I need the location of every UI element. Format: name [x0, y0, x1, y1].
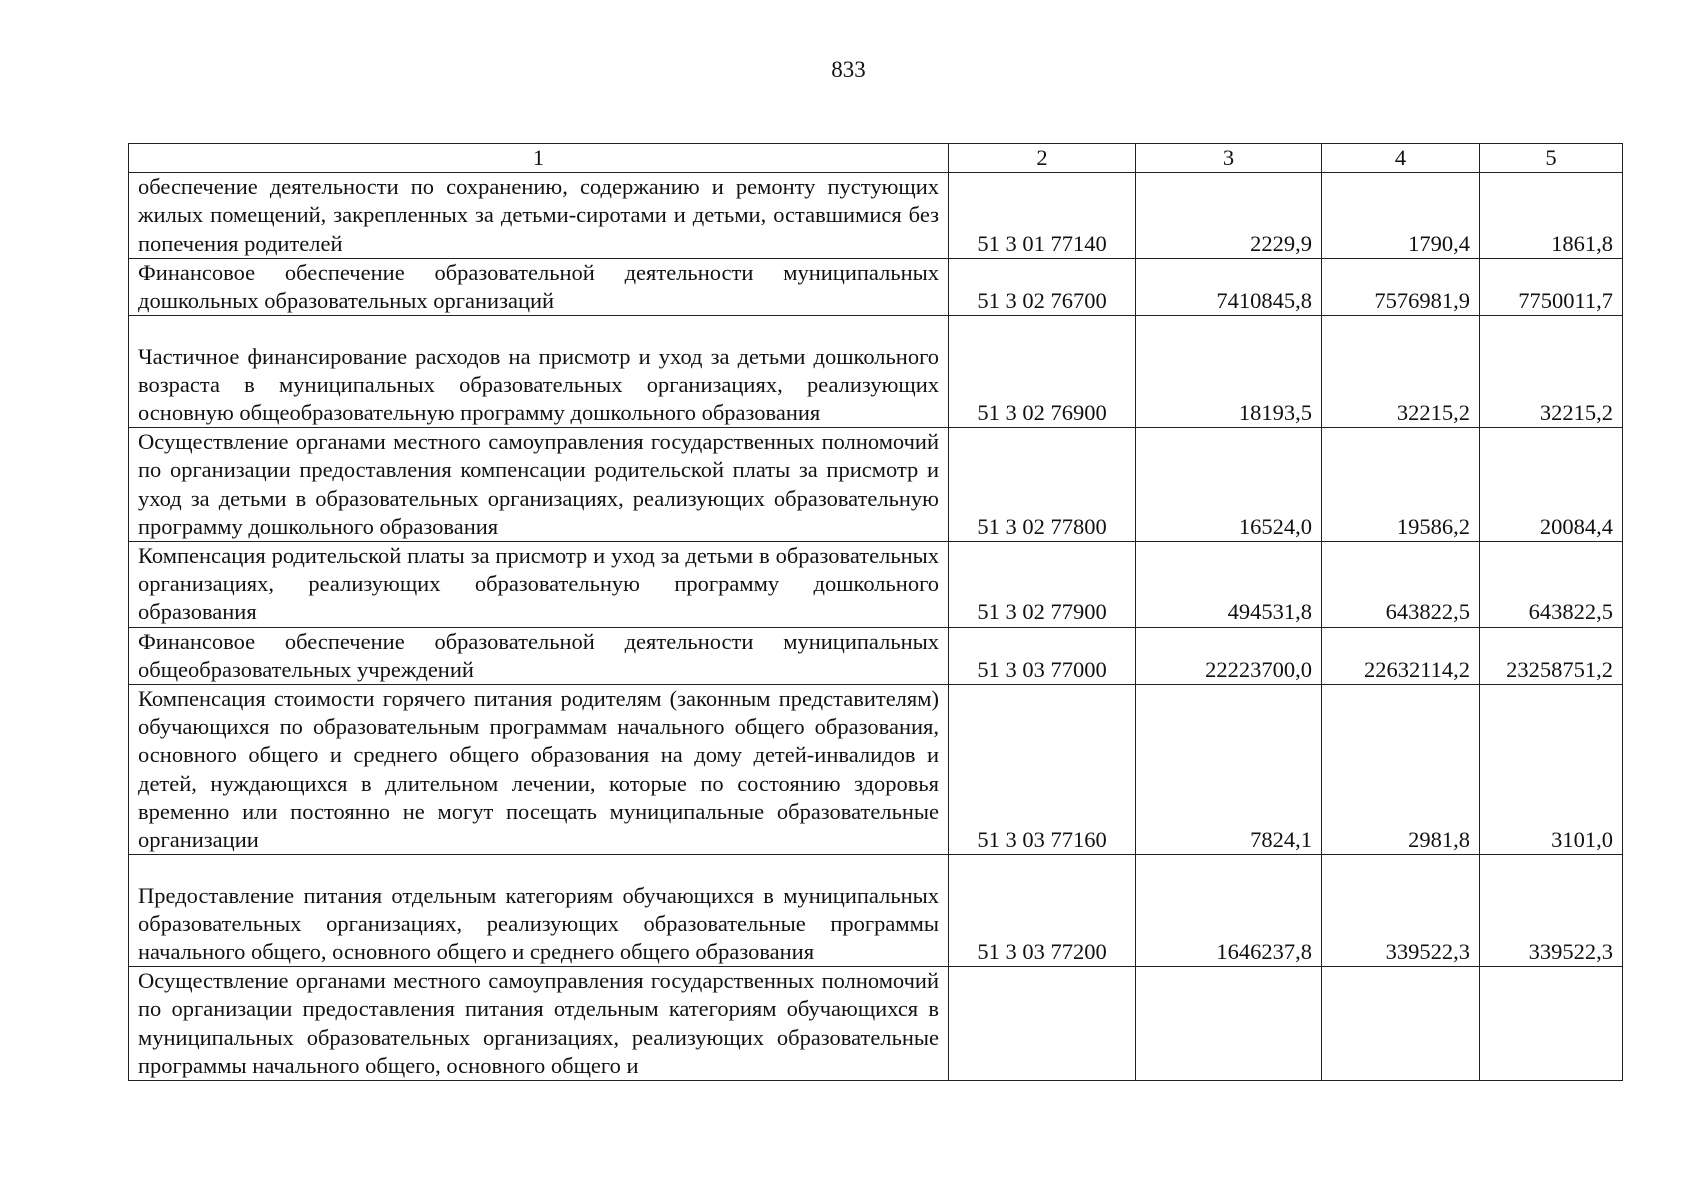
row-code: 51 3 03 77200 — [949, 855, 1136, 967]
row-description: Компенсация родительской платы за присмотр и уход за детьми в образовательных организациях, реализующих образовательную программу дошкольного образования — [129, 542, 949, 628]
row-value-col5: 20084,4 — [1480, 428, 1623, 542]
row-description: Финансовое обеспечение образовательной деятельности муниципальных дошкольных образовательных организаций — [129, 258, 949, 315]
row-value-col4: 19586,2 — [1322, 428, 1480, 542]
table-row — [129, 967, 1623, 1081]
row-value-col3: 7410845,8 — [1136, 258, 1322, 315]
row-value-col4: 32215,2 — [1322, 316, 1480, 428]
row-value-col3: 18193,5 — [1136, 316, 1322, 428]
row-value-col4: 2981,8 — [1322, 685, 1480, 855]
table-header-row — [129, 144, 1623, 173]
row-description: Компенсация стоимости горячего питания родителям (законным представителям) обучающихся по образовательным программам начального общего образования, основного общего и среднего общего образования на дому детей-инвалидов и детей, нуждающихся в длительном лечении, которые по состоянию здоровья временно или постоянно не могут посещать муниципальные образовательные организации — [129, 685, 949, 855]
row-description: Предоставление питания отдельным категориям обучающихся в муниципальных образовательных организациях, реализующих образовательные программы начального общего, основного общего и среднего общего образования — [129, 855, 949, 967]
row-value-col5: 339522,3 — [1480, 855, 1623, 967]
row-value-col3: 22223700,0 — [1136, 627, 1322, 684]
table-row — [129, 428, 1623, 542]
row-value-col3: 16524,0 — [1136, 428, 1322, 542]
header-col-4: 4 — [1322, 144, 1480, 173]
row-value-col4: 7576981,9 — [1322, 258, 1480, 315]
budget-table — [128, 143, 1623, 1081]
row-code: 51 3 03 77000 — [949, 627, 1136, 684]
page-number: 833 — [831, 57, 866, 82]
row-value-col5: 32215,2 — [1480, 316, 1623, 428]
row-value-col5: 23258751,2 — [1480, 627, 1623, 684]
row-value-col5: 1861,8 — [1480, 173, 1623, 259]
row-value-col4: 1790,4 — [1322, 173, 1480, 259]
row-description: Финансовое обеспечение образовательной деятельности муниципальных общеобразовательных учреждений — [129, 627, 949, 684]
table-row — [129, 316, 1623, 428]
row-code: 51 3 03 77160 — [949, 685, 1136, 855]
row-value-col4: 339522,3 — [1322, 855, 1480, 967]
row-code: 51 3 02 76900 — [949, 316, 1136, 428]
row-code: 51 3 02 77900 — [949, 542, 1136, 628]
row-value-col3: 2229,9 — [1136, 173, 1322, 259]
row-description: Осуществление органами местного самоуправления государственных полномочий по организации предоставления компенсации родительской платы за присмотр и уход за детьми в образовательных организациях, реализующих образовательную программу дошкольного образования — [129, 428, 949, 542]
header-col-3: 3 — [1136, 144, 1322, 173]
table-row — [129, 855, 1623, 967]
row-code: 51 3 02 76700 — [949, 258, 1136, 315]
row-value-col4: 643822,5 — [1322, 542, 1480, 628]
row-value-col3 — [1136, 967, 1322, 1081]
row-value-col3: 7824,1 — [1136, 685, 1322, 855]
header-col-2: 2 — [949, 144, 1136, 173]
row-value-col5: 643822,5 — [1480, 542, 1623, 628]
row-value-col5 — [1480, 967, 1623, 1081]
row-description: Осуществление органами местного самоуправления государственных полномочий по организации предоставления питания отдельным категориям обучающихся в муниципальных образовательных организациях, реализующих образовательные программы начального общего, основного общего и — [129, 967, 949, 1081]
table-row — [129, 258, 1623, 315]
row-value-col3: 494531,8 — [1136, 542, 1322, 628]
row-code — [949, 967, 1136, 1081]
row-value-col5: 3101,0 — [1480, 685, 1623, 855]
row-value-col5: 7750011,7 — [1480, 258, 1623, 315]
row-code: 51 3 02 77800 — [949, 428, 1136, 542]
row-code: 51 3 01 77140 — [949, 173, 1136, 259]
table-row — [129, 173, 1623, 259]
table-row — [129, 627, 1623, 684]
table-row — [129, 542, 1623, 628]
row-value-col4 — [1322, 967, 1480, 1081]
row-value-col4: 22632114,2 — [1322, 627, 1480, 684]
table-row — [129, 685, 1623, 855]
header-col-5: 5 — [1480, 144, 1623, 173]
row-description: Частичное финансирование расходов на присмотр и уход за детьми дошкольного возраста в муниципальных образовательных организациях, реализующих основную общеобразовательную программу дошкольного образования — [129, 316, 949, 428]
row-description: обеспечение деятельности по сохранению, содержанию и ремонту пустующих жилых помещений, закрепленных за детьми-сиротами и детьми, оставшимися без попечения родителей — [129, 173, 949, 259]
header-col-1: 1 — [129, 144, 949, 173]
row-value-col3: 1646237,8 — [1136, 855, 1322, 967]
